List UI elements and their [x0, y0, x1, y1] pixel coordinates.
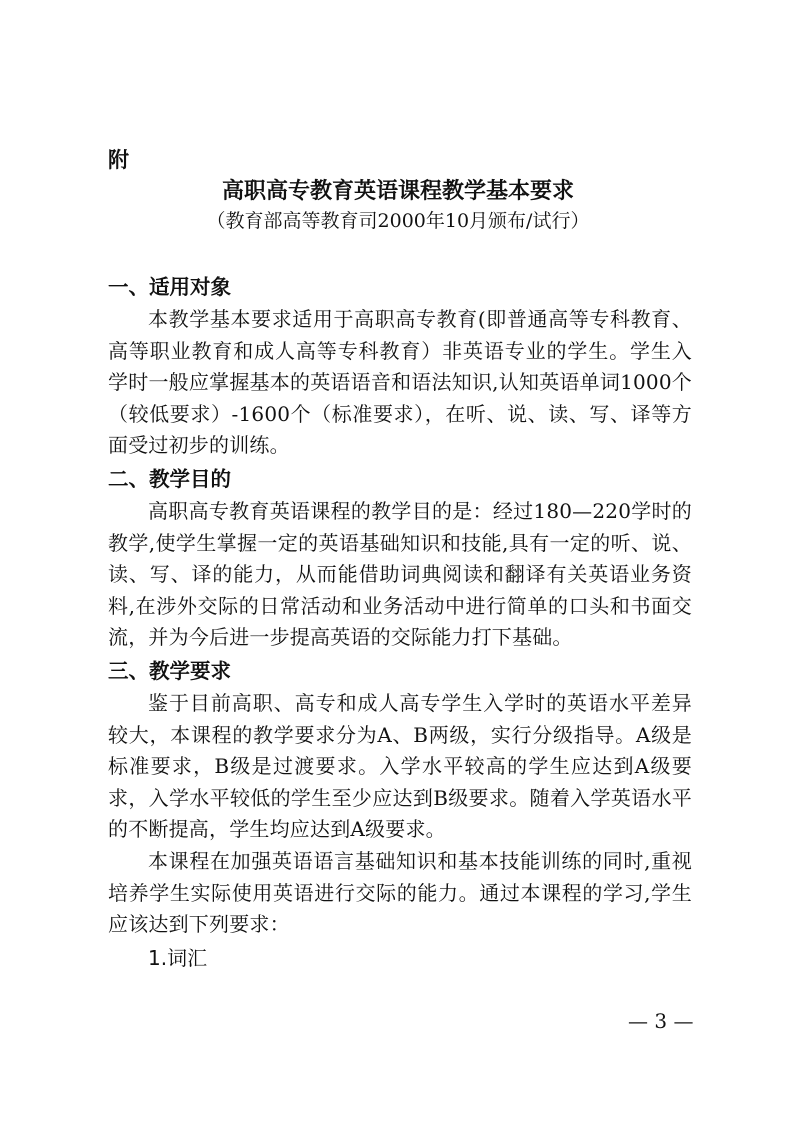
document-body	[108, 270, 692, 975]
section-applicable-objects	[108, 270, 692, 462]
document-subtitle: （教育部高等教育司2000年10月颁布/试行）	[206, 210, 590, 232]
section-paragraph: 本课程在加强英语语言基础知识和基本技能训练的同时,重视培养学生实际使用英语进行交际的能力。通过本课程的学习,学生应该达到下列要求：	[108, 848, 692, 937]
annex-label: 附	[108, 148, 129, 172]
section-paragraph: 高职高专教育英语课程的教学目的是：经过180—220学时的教学,使学生掌握一定的英语基础知识和技能,具有一定的听、说、读、写、译的能力，从而能借助词典阅读和翻译有关英语业务资料,在涉外交际的日常活动和业务活动中进行简单的口头和书面交流，并为今后进一步提高英语的交际能力打下基础。	[108, 498, 692, 650]
page-number: — 3 —	[628, 1009, 694, 1033]
section-heading: 一、适用对象	[108, 275, 231, 299]
section-heading: 三、教学要求	[108, 658, 231, 683]
section-teaching-purpose	[108, 462, 692, 654]
section-paragraph: 鉴于目前高职、高专和成人高专学生入学时的英语水平差异较大，本课程的教学要求分为A、B两级，实行分级指导。A级是标准要求，B级是过渡要求。入学水平较高的学生应达到A级要求，入学水平较低的学生至少应达到B级要求。随着入学英语水平的不断提高，学生均应达到A级要求。	[108, 690, 692, 842]
document-title: 高职高专教育英语课程教学基本要求	[221, 179, 574, 204]
section-teaching-requirements	[108, 654, 692, 975]
section-heading: 二、教学目的	[108, 466, 231, 491]
subsection-heading-vocabulary: 1.词汇	[148, 945, 208, 970]
section-paragraph: 本教学基本要求适用于高职高专教育(即普通高等专科教育、高等职业教育和成人高等专科教育）非英语专业的学生。学生入学时一般应掌握基本的英语语音和语法知识,认知英语单词1000个（较低要求）-1600个（标准要求），在听、说、读、写、译等方面受过初步的训练。	[108, 307, 692, 458]
